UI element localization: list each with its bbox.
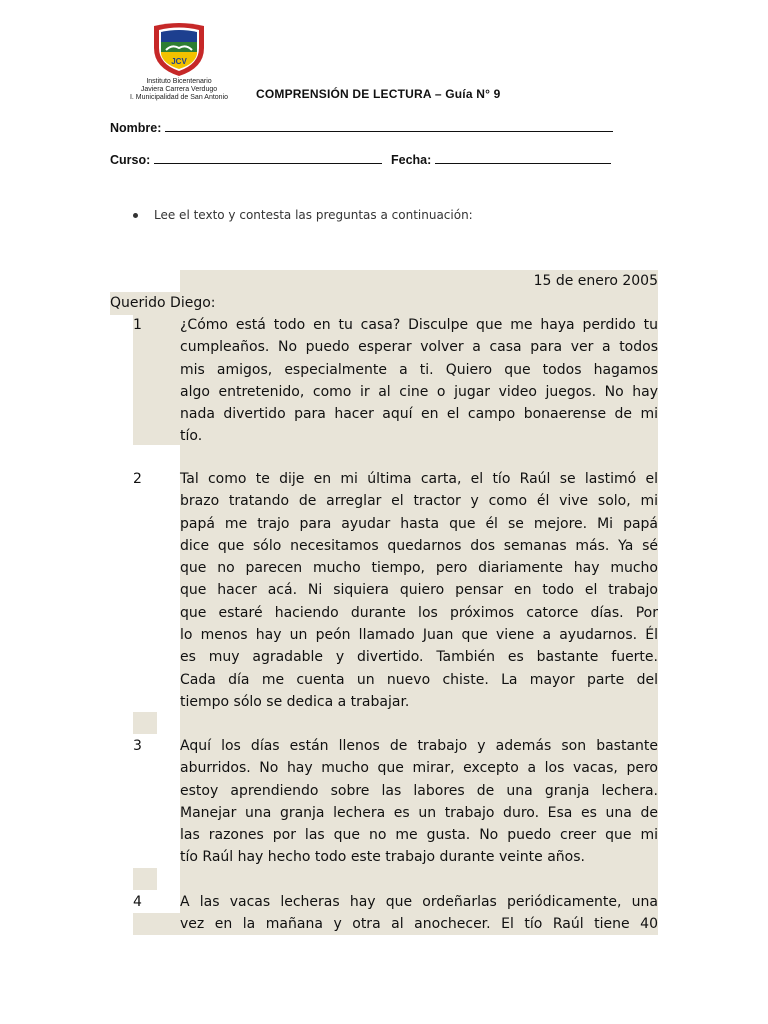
paragraph-number: 1 (133, 317, 142, 333)
para4-margin-shading (133, 913, 180, 935)
text-line: Cada día me cuenta un nuevo chiste. La mayor parte del (180, 671, 658, 688)
course-field[interactable] (110, 152, 382, 167)
text-line: brazo tratando de arreglar el tractor y como él vive solo, mi (180, 493, 658, 510)
text-line: ¿Cómo está todo en tu casa? Disculpe que me haya perdido tu (180, 317, 658, 333)
text-line: dice que sólo necesitamos quedarnos dos semanas más. Ya sé (180, 537, 658, 554)
text-line: es muy agradable y divertido. También es bastante fuerte. (180, 649, 658, 666)
bullet-icon (133, 213, 138, 218)
paragraph-3 (180, 735, 658, 869)
text-line: tío Raúl hay hecho todo este trabajo durante veinte años. (180, 849, 585, 866)
paragraph-4 (180, 891, 658, 936)
text-line: Tal como te dije en mi última carta, el tío Raúl se lastimó el (180, 471, 658, 487)
date-line[interactable] (435, 152, 611, 164)
date-label: Fecha: (391, 153, 432, 167)
school-logo (150, 20, 208, 78)
text-line: tío. (180, 428, 203, 445)
text-line: mis amigos, especialmente a ti. Quiero que todos hagamos (180, 361, 658, 378)
text-line: que hacer acá. Ni siquiera quiero pensar en todo el trabajo (180, 582, 658, 599)
paragraph-2 (180, 468, 658, 713)
page-title: COMPRENSIÓN DE LECTURA – Guía N° 9 (256, 87, 501, 101)
text-line: papá me trajo para ayudar hasta que él se mejore. Mi papá (180, 515, 658, 532)
text-line: nada divertido para hacer aquí en el campo bonaerense de mi (180, 406, 658, 423)
text-line: lo menos hay un peón llamado Juan que viene a ayudarnos. Él (180, 627, 658, 644)
name-label: Nombre: (110, 121, 162, 135)
text-line: que estaré haciendo durante los próximos catorce días. Por (180, 604, 658, 621)
name-field[interactable] (110, 120, 613, 135)
text-line: cumpleaños. No puedo esperar volver a casa para ver a todos (180, 339, 658, 356)
text-line: las razones por las que no me gusta. No puedo creer que mi (180, 827, 658, 844)
letter-date: 15 de enero 2005 (533, 273, 658, 289)
course-line[interactable] (154, 152, 382, 164)
text-line: vez en la mañana y otra al anochecer. El tío Raúl tiene 40 (180, 916, 658, 933)
text-line: que no parecen mucho tiempo, pero diariamente hay mucho (180, 560, 658, 577)
text-line: A las vacas lecheras hay que ordeñarlas periódicamente, una (180, 894, 658, 910)
text-line: Aquí los días están llenos de trabajo y además son bastante (180, 738, 658, 754)
paragraph-number: 4 (133, 894, 142, 910)
para2-margin-shading (133, 712, 157, 734)
letter-greeting: Querido Diego: (110, 295, 216, 311)
text-line: Manejar una granja lechera es un trabajo duro. Esa es una de (180, 804, 658, 821)
instruction-text: Lee el texto y contesta las preguntas a continuación: (154, 208, 473, 222)
paragraph-number: 2 (133, 471, 142, 487)
text-line: tiempo sólo se dedica a trabajar. (180, 693, 410, 710)
school-line-1: Instituto Bicentenario (146, 78, 212, 85)
text-line: estoy aprendiendo sobre las labores de una granja lechera. (180, 782, 658, 799)
para3-margin-shading (133, 868, 157, 890)
text-line: aburridos. No hay mucho que mirar, excepto a los vacas, pero (180, 760, 658, 777)
course-label: Curso: (110, 153, 151, 167)
school-line-3: I. Municipalidad de San Antonio (129, 94, 229, 101)
text-line: algo entretenido, como ir al cine o jugar video juegos. No hay (180, 383, 658, 400)
date-field[interactable] (391, 152, 611, 167)
paragraph-1 (180, 314, 658, 448)
svg-text:JCV: JCV (171, 57, 187, 66)
instruction-item (133, 208, 473, 222)
name-line[interactable] (165, 120, 613, 132)
school-name (116, 78, 242, 102)
school-line-2: Javiera Carrera Verdugo (140, 86, 218, 93)
paragraph-number: 3 (133, 738, 142, 754)
